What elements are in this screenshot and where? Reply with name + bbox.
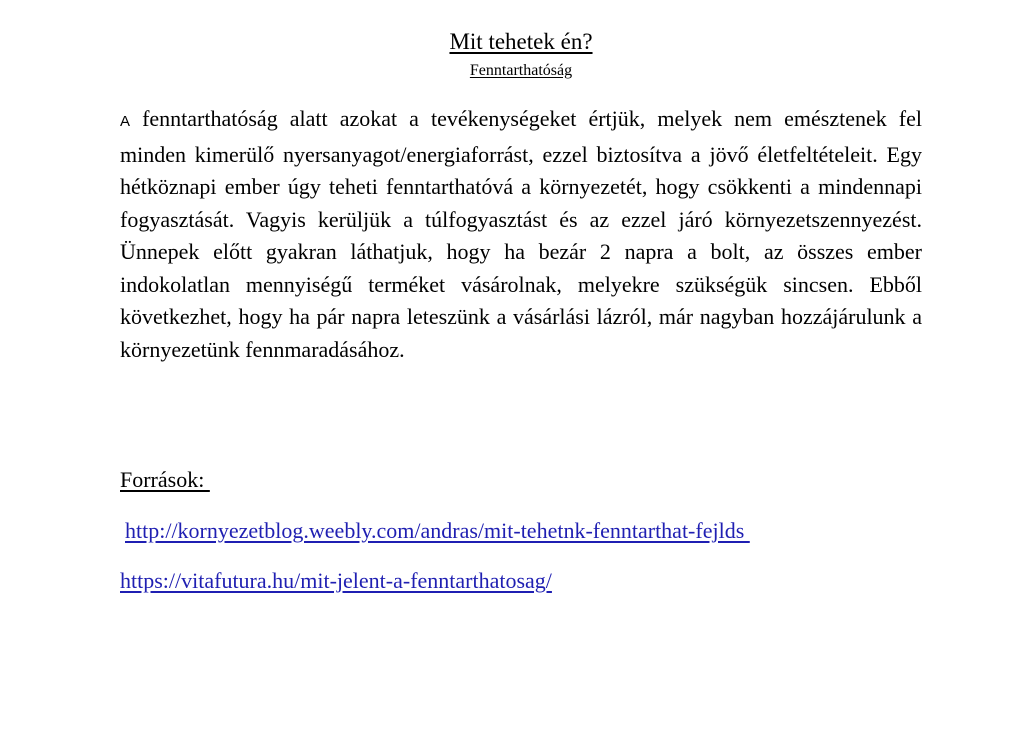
source-link-kornyezetblog[interactable]: http://kornyezetblog.weebly.com/andras/mit-tehetnk-fenntarthat-fejlds (125, 518, 750, 543)
paragraph-text: fenntarthatóság alatt azokat a tevékenységeket értjük, melyek nem emésztenek fel minden kimerülő nyersanyagot/energiaforrást, ezzel biztosítva a jövő életfeltételeit. Egy hétköznapi ember úgy teheti fenntarthatóvá a környezetét, hogy csökkenti a mindennapi fogyasztását. Vagyis kerüljük a túlfogyasztást és az ezzel járó környezetszennyezést. Ünnepek előtt gyakran láthatjuk, hogy ha bezár 2 napra a bolt, az összes ember indokolatlan mennyiségű terméket vásárolnak, melyekre szükségük sincsen. Ebből következhet, hogy ha pár napra leteszünk a vásárlási lázról, már nagyban hozzájárulunk a környezetünk fennmaradásához. (120, 106, 922, 362)
page-title: Mit tehetek én? (449, 29, 593, 54)
body-paragraph (120, 103, 922, 366)
sources-heading: Források: (120, 467, 210, 492)
page-subtitle: Fenntarthatóság (469, 62, 573, 79)
source-link-vitafutura[interactable]: https://vitafutura.hu/mit-jelent-a-fenntarthatosag/ (120, 568, 552, 593)
paragraph-initial: A (120, 113, 131, 130)
